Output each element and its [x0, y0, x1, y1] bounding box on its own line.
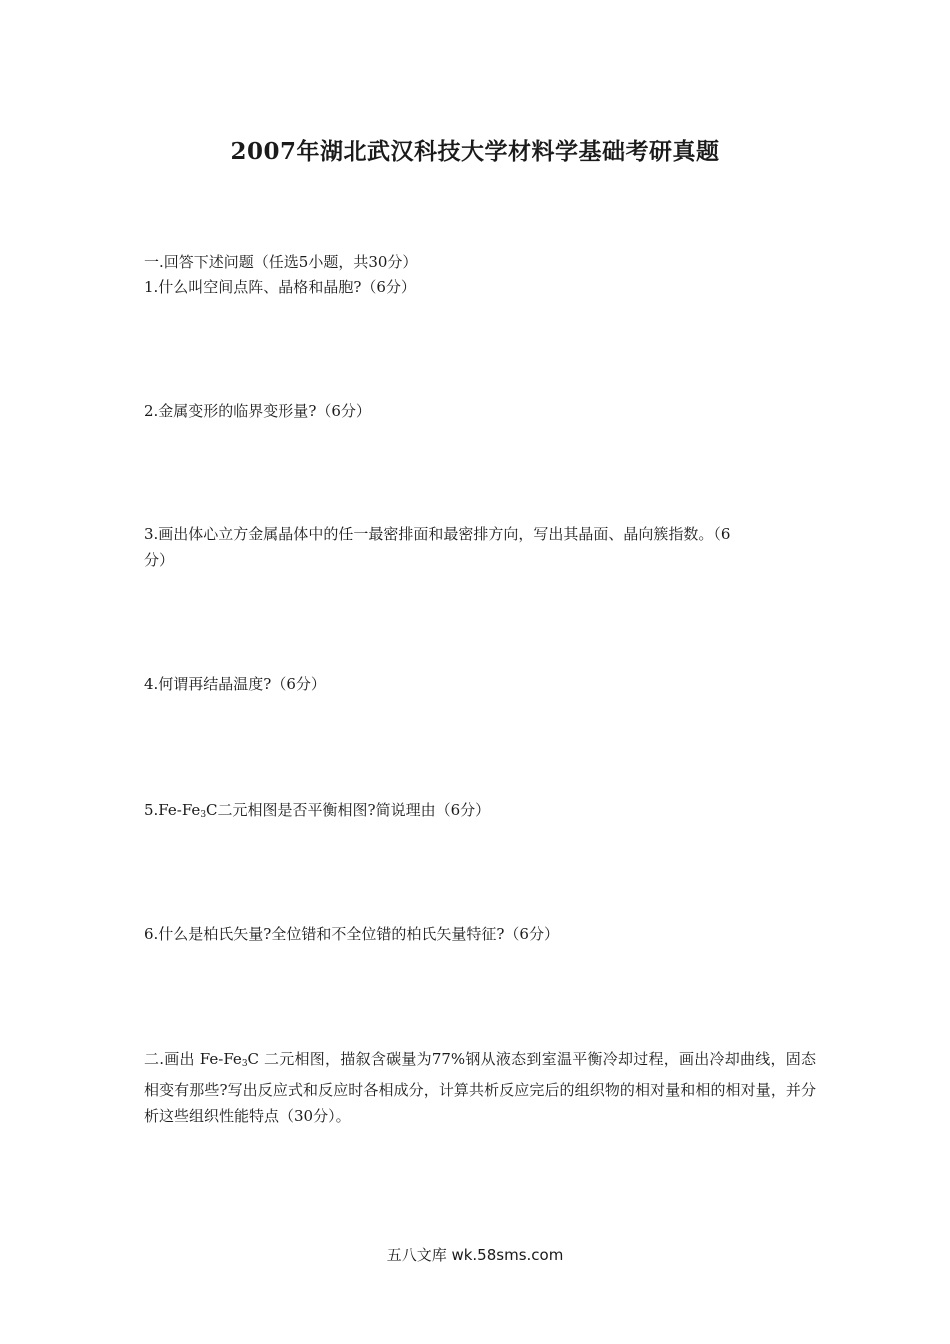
question-3-line-1: 3.画出体心立方金属晶体中的任一最密排面和最密排方向，写出其晶面、晶向簇指数。（6 [144, 525, 731, 543]
question-5-prefix: 5.Fe-Fe [144, 801, 201, 819]
question-1: 1.什么叫空间点阵、晶格和晶胞?（6分） [144, 278, 416, 296]
question-5 [144, 797, 824, 828]
section-2-subscript: 3 [241, 1059, 248, 1069]
question-4: 4.何谓再结晶温度?（6分） [144, 675, 326, 693]
section-1-heading: 一.回答下述问题（任选5小题，共30分） [144, 253, 418, 271]
question-3-line-2: 分） [144, 551, 175, 569]
page-title: 2007年湖北武汉科技大学材料学基础考研真题 [230, 138, 720, 165]
footer-watermark: 五八文库 wk.58sms.com [386, 1246, 564, 1264]
section-2-prefix: 二.画出 Fe-Fe [144, 1050, 242, 1068]
question-2: 2.金属变形的临界变形量?（6分） [144, 402, 371, 420]
question-5-suffix: C二元相图是否平衡相图?简说理由（6分） [206, 801, 491, 819]
section-2-question [144, 1046, 816, 1129]
section-2-text: C 二元相图，描叙含碳量为77%钢从液态到室温平衡冷却过程，画出冷却曲线，固态相变有那些?写出反应式和反应时各相成分，计算共析反应完后的组织物的相对量和相的相对量，并分析这些组织性能特点（30分）。 [144, 1050, 816, 1125]
question-5-subscript: 3 [200, 810, 207, 820]
question-6: 6.什么是柏氏矢量?全位错和不全位错的柏氏矢量特征?（6分） [144, 925, 559, 943]
